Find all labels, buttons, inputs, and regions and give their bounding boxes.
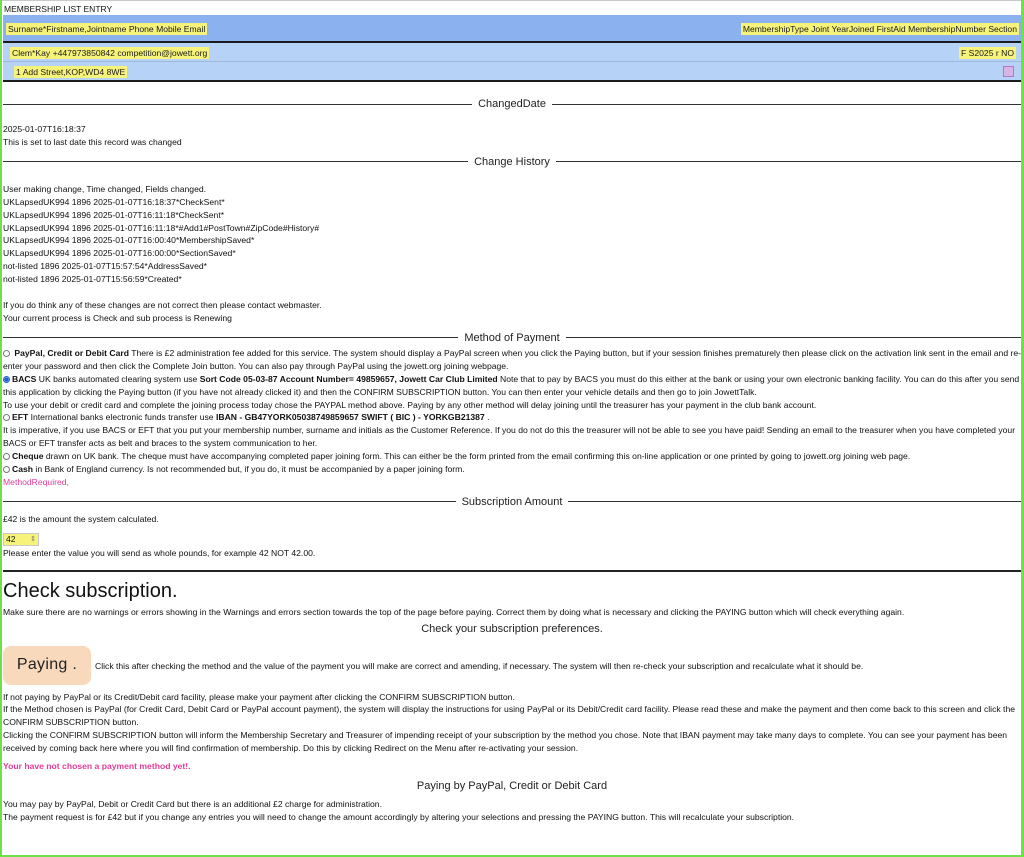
card-note: To use your debit or credit card and complete the joining process today chose the PAYPAL method above. Paying by any other method will delay joining until the treasurer has your payment in the club bank account. — [3, 399, 817, 410]
expand-icon[interactable] — [1003, 66, 1014, 77]
cash-radio[interactable] — [3, 466, 10, 473]
member-address-row[interactable] — [3, 62, 1021, 82]
history-entry: not-listed 1896 2025-01-07T15:56:59*Created* — [3, 274, 182, 285]
member-row[interactable] — [3, 43, 1021, 62]
paypal-heading: Paying by PayPal, Credit or Debit Card — [416, 780, 608, 792]
changed-date-heading: ChangedDate — [478, 98, 546, 110]
page-title: MEMBERSHIP LIST ENTRY — [4, 4, 113, 14]
history-entry: UKLapsedUK994 1896 2025-01-07T16:18:37*CheckSent* — [3, 196, 225, 207]
check-intro: Make sure there are no warnings or errors showing in the Warnings and errors section towards the top of the page before paying. Correct them by doing what is necessary and clicking the PAYING button which will check everything again. — [3, 606, 905, 617]
process-status: Your current process is Check and sub process is Renewing — [3, 312, 232, 323]
header-left-columns: Surname*Firstname,Jointname Phone Mobile Email — [8, 24, 206, 34]
bacs-radio[interactable] — [3, 376, 10, 383]
bacs-description: Note that to pay by BACS you must do this either at the bank or using your own electronic banking facility. You can do this after you send this application by clicking the Paying button (if you have not already clicked it) and then the CONFIRM SUBSCRIPTION button. You can then enter your vehicle details and then go to join JowettTalk. — [3, 373, 1020, 397]
payment-method-legend — [3, 331, 1021, 345]
member-contact[interactable]: Clem*Kay +447973850842 competition@jowett.org — [12, 48, 208, 58]
eft-end: . — [484, 412, 490, 423]
history-header: User making change, Time changed, Fields changed. — [3, 183, 207, 194]
eft-iban-details: IBAN - GB47YORK05038749859657 SWIFT ( BIC ) - YORKGB21387 — [215, 412, 485, 423]
bacs-intro: UK banks automated clearing system use — [36, 373, 200, 384]
amount-input[interactable] — [3, 533, 39, 546]
spinner-icon[interactable]: ⇕ — [30, 536, 36, 544]
subscription-amount-heading: Subscription Amount — [461, 495, 563, 508]
preferences-heading: Check your subscription preferences. — [421, 622, 603, 635]
bacs-title: BACS — [12, 373, 37, 384]
paypal-description: There is £2 administration fee added for this service. The system should display a PayPal screen when you click the Paying button, but if your session finishes prematurely then please click on the activation link sent in the email and re-enter your password and then click the Complete Join button. You can also pay through PayPal using the jowett.org joining webpage. — [3, 347, 1022, 371]
membership-entry-page — [3, 2, 1021, 824]
eft-radio[interactable] — [3, 414, 10, 421]
no-method-warning: Your have not chosen a payment method yet!. — [3, 761, 191, 772]
confirm-info: If the Method chosen is PayPal (for Credit Card, Debit Card or PayPal account payment), the system will display the instructions for using PayPal or its Debit/Credit card facility. Please read these and make the payment and then come back to this screen and click the CONFIRM SUBSCRIPTION button. — [3, 704, 1016, 728]
amount-hint: Please enter the value you will send as whole pounds, for example 42 NOT 42.00. — [3, 547, 316, 558]
paying-area — [3, 640, 1021, 686]
paypal-title: PayPal, Credit or Debit Card — [14, 347, 130, 358]
eft-title: EFT — [12, 412, 29, 423]
eft-option[interactable] — [3, 411, 1021, 424]
cheque-description: drawn on UK bank. The cheque must have accompanying completed paper joining form. This can either be the form printed from the email confirming this on-line application or one printed by going to jowett.org joining web page. — [43, 451, 911, 462]
eft-intro: International banks electronic funds transfer use — [28, 412, 216, 423]
section-divider — [3, 570, 1021, 572]
paypal-radio[interactable] — [3, 350, 10, 357]
paying-button[interactable]: Paying . — [3, 646, 91, 685]
paying-description: Click this after checking the method and the value of the payment you will make are correct and amending, if necessary. The system will then re-check your subscription and recalculate what it should be. — [95, 660, 864, 671]
changed-date-note: This is set to last date this record was changed — [3, 136, 182, 147]
paypal-info: You may pay by PayPal, Debit or Credit Card but there is an additional £2 charge for administration. — [3, 799, 382, 809]
top-border — [0, 0, 1024, 1]
amount-value[interactable]: 42 — [6, 534, 16, 545]
bacs-account-details: Sort Code 05-03-87 Account Number= 49859657, Jowett Car Club Limited — [199, 373, 498, 384]
subscription-amount-legend — [3, 495, 1021, 509]
header-right-columns: MembershipType Joint YearJoined FirstAid MembershipNumber Section — [742, 24, 1017, 34]
eft-reference-note: It is imperative, if you use BACS or EFT that you put your membership number, surname and initials as the Customer Reference. If you do not do this the treasurer will not be able to see you have paid! Sending an email to the treasurer when you have completed your BACS or EFT transfer acts as belt and braces to the system communication to her. — [3, 425, 1016, 449]
history-entry: not-listed 1896 2025-01-07T15:57:54*AddressSaved* — [3, 261, 208, 272]
changed-date-value: 2025-01-07T16:18:37 — [3, 124, 86, 134]
list-header-row — [3, 15, 1021, 43]
cheque-title: Cheque — [12, 451, 44, 462]
check-subscription-title: Check subscription. — [3, 579, 178, 602]
change-history-legend — [3, 155, 1021, 169]
bacs-option[interactable] — [3, 373, 1021, 399]
changed-date-legend — [3, 97, 1021, 111]
confirm-info: Clicking the CONFIRM SUBSCRIPTION button will inform the Membership Secretary and Treasurer of impending receipt of your subscription by the method you chose. Note that IBAN payment may take many days to complete. You can see your payment has been received by coming back here where you will find confirmation of membership. Do this by clicking Redirect on the Menu after re-activating your session. — [3, 730, 1008, 754]
history-entry: UKLapsedUK994 1896 2025-01-07T16:00:00*SectionSaved* — [3, 248, 236, 259]
history-contact-note: If you do think any of these changes are not correct then please contact webmaster. — [3, 300, 322, 311]
change-history-heading: Change History — [474, 155, 550, 168]
history-entry: UKLapsedUK994 1896 2025-01-07T16:00:40*MembershipSaved* — [3, 235, 255, 246]
calculated-amount: £42 is the amount the system calculated. — [3, 513, 159, 524]
member-membership-info[interactable]: F S2025 r NO — [960, 48, 1014, 58]
history-entry: UKLapsedUK994 1896 2025-01-07T16:11:18*#Add1#PostTown#ZipCode#History# — [3, 222, 320, 233]
cheque-radio[interactable] — [3, 453, 10, 460]
method-required-error: MethodRequired, — [3, 476, 69, 487]
left-border — [0, 0, 2, 857]
cheque-option[interactable] — [3, 450, 1021, 463]
confirm-info: If not paying by PayPal or its Credit/Debit card facility, please make your payment after clicking the CONFIRM SUBSCRIPTION button. — [3, 691, 515, 702]
history-entry: UKLapsedUK994 1896 2025-01-07T16:11:18*CheckSent* — [3, 209, 225, 220]
paypal-info: The payment request is for £42 but if you change any entries you will need to change the amount accordingly by altering your selections and pressing the PAYING button. This will recalculate your subscription. — [3, 811, 795, 822]
cash-option[interactable] — [3, 463, 1021, 476]
payment-method-heading: Method of Payment — [464, 331, 560, 344]
cash-description: in Bank of England currency. Is not recommended but, if you do, it must be accompanied by a paper joining form. — [33, 464, 465, 475]
member-address[interactable]: 1 Add Street,KOP,WD4 8WE — [16, 67, 126, 77]
paypal-option[interactable] — [3, 347, 1021, 373]
cash-title: Cash — [12, 464, 34, 475]
